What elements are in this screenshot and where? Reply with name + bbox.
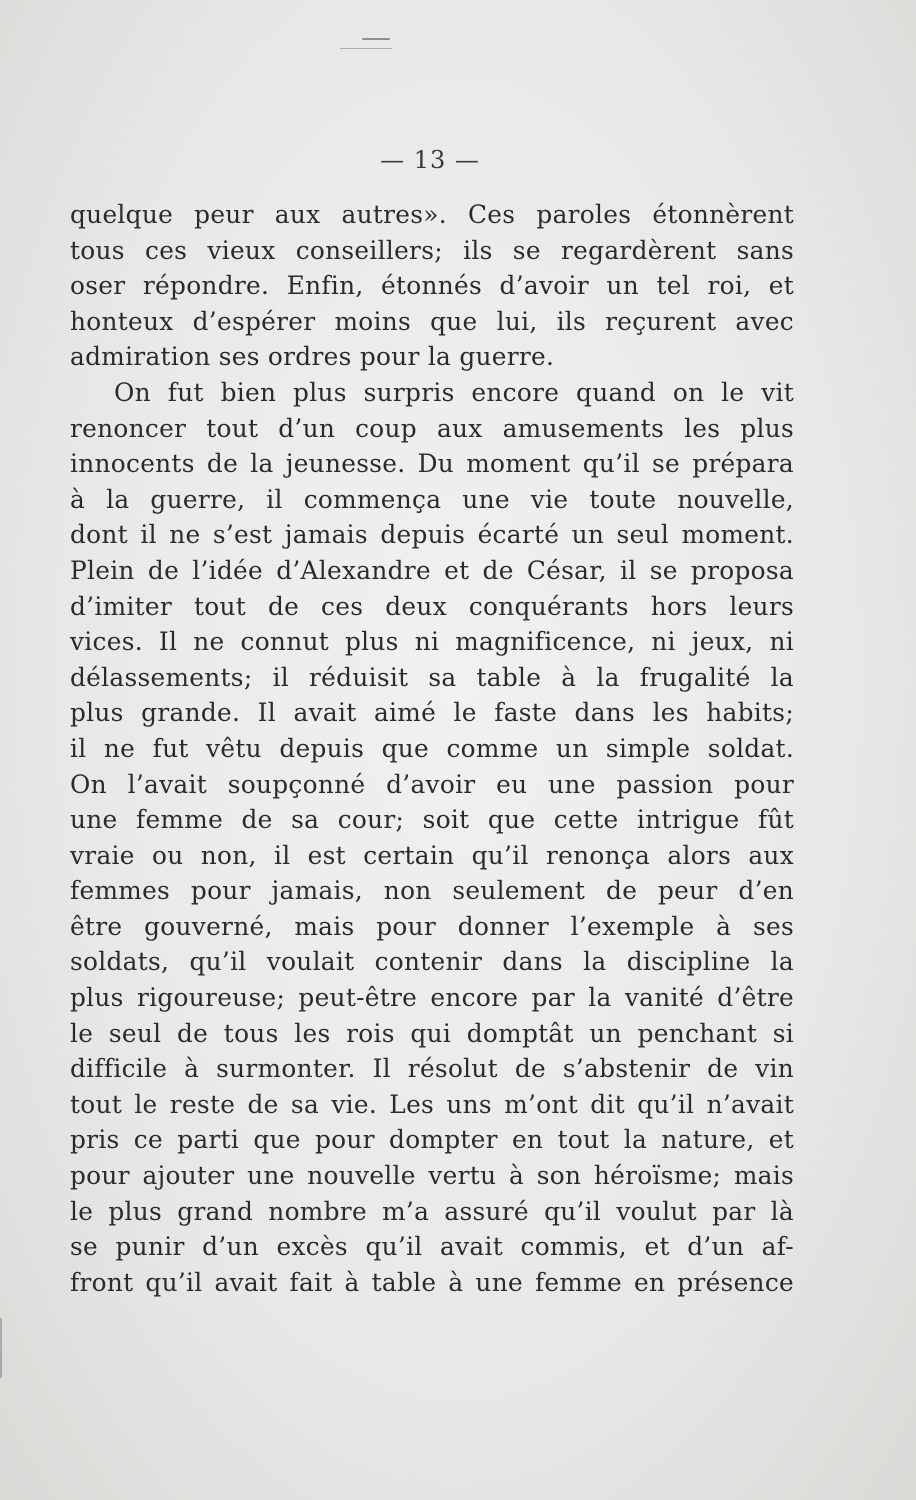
text-line: vices. Il ne connut plus ni magnificence, ni jeux, ni	[70, 627, 794, 657]
text-line: admiration ses ordres pour la guerre.	[70, 342, 555, 372]
text-line: Plein de l’idée d’Alexandre et de César, il se proposa	[70, 555, 794, 585]
ink-smudge	[340, 48, 392, 49]
text-line: il ne fut vêtu depuis que comme un simple soldat.	[70, 733, 794, 763]
text-line: une femme de sa cour; soit que cette intrigue fût	[70, 805, 794, 835]
text-line: pour ajouter une nouvelle vertu à son héroïsme; mais	[70, 1161, 794, 1191]
ink-smudge	[362, 38, 390, 40]
text-line: honteux d’espérer moins que lui, ils reçurent avec	[70, 306, 794, 336]
text-line: innocents de la jeunesse. Du moment qu’il se prépara	[70, 449, 794, 479]
text-line: On fut bien plus surpris encore quand on le vit	[114, 377, 794, 407]
text-line: tous ces vieux conseillers; ils se regardèrent sans	[70, 235, 794, 265]
text-line: être gouverné, mais pour donner l’exemple à ses	[70, 911, 794, 941]
text-line: vraie ou non, il est certain qu’il renonça alors aux	[70, 840, 794, 870]
text-line: oser répondre. Enfin, étonnés d’avoir un tel roi, et	[70, 271, 794, 301]
text-line: pris ce parti que pour dompter en tout la nature, et	[70, 1125, 794, 1155]
text-line: femmes pour jamais, non seulement de peur d’en	[70, 876, 794, 906]
text-line: renoncer tout d’un coup aux amusements les plus	[70, 413, 794, 443]
text-line: soldats, qu’il voulait contenir dans la discipline la	[70, 947, 794, 977]
page-edge-mark	[0, 1318, 8, 1378]
text-line: à la guerre, il commença une vie toute nouvelle,	[70, 484, 794, 514]
text-line: dont il ne s’est jamais depuis écarté un seul moment.	[70, 520, 794, 550]
text-line: front qu’il avait fait à table à une femme en présence	[70, 1267, 794, 1297]
text-line: le plus grand nombre m’a assuré qu’il voulut par là	[70, 1196, 794, 1226]
text-line: plus grande. Il avait aimé le faste dans les habits;	[70, 698, 794, 728]
text-line: le seul de tous les rois qui domptât un penchant si	[70, 1018, 794, 1048]
text-line: On l’avait soupçonné d’avoir eu une passion pour	[70, 769, 794, 799]
text-line: se punir d’un excès qu’il avait commis, et d’un af-	[70, 1232, 794, 1262]
text-line: tout le reste de sa vie. Les uns m’ont dit qu’il n’avait	[70, 1089, 794, 1119]
text-line: plus rigoureuse; peut-être encore par la vanité d’être	[70, 983, 794, 1013]
text-line: difficile à surmonter. Il résolut de s’abstenir de vin	[70, 1054, 794, 1084]
text-line: d’imiter tout de ces deux conquérants hors leurs	[70, 591, 794, 621]
text-line: délassements; il réduisit sa table à la frugalité la	[70, 662, 794, 692]
text-line: quelque peur aux autres». Ces paroles étonnèrent	[70, 200, 794, 229]
page-number: — 13 —	[380, 146, 480, 174]
body-text	[70, 197, 794, 1300]
